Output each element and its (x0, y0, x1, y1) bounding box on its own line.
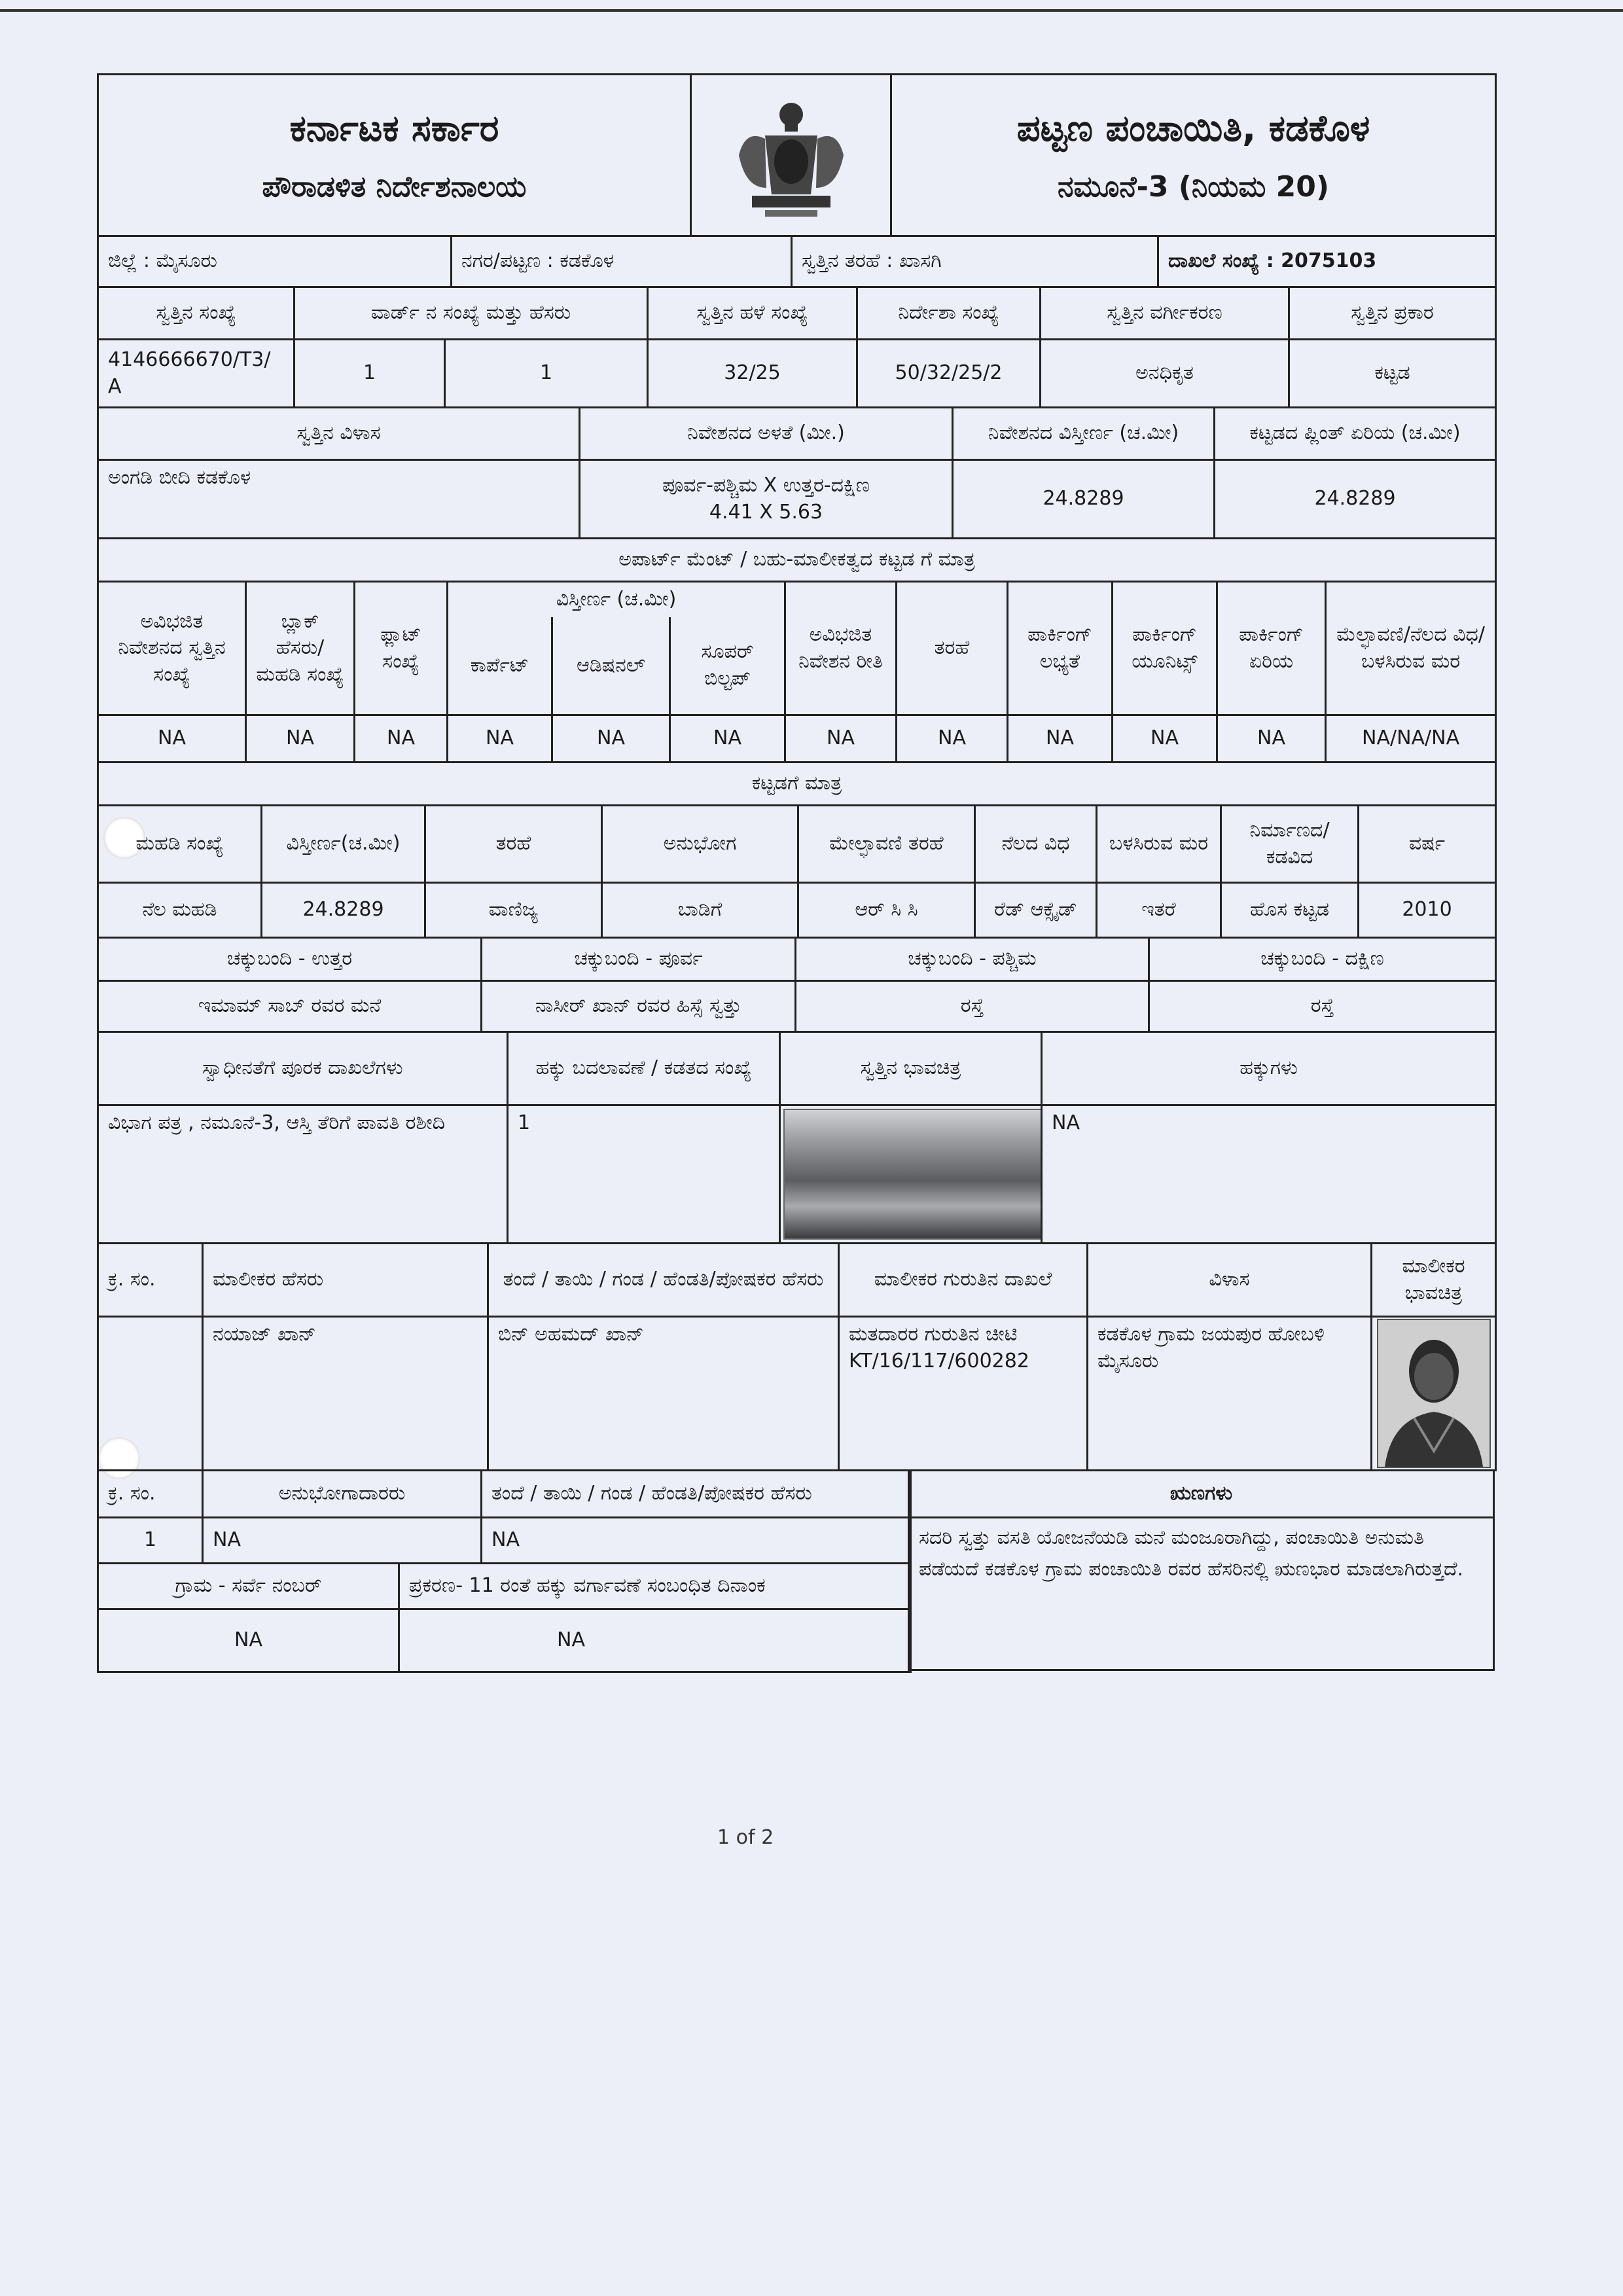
apt-value: NA (448, 715, 552, 762)
property-table (97, 286, 1497, 408)
ward-name-value: 1 (445, 340, 648, 408)
documents-value: ವಿಭಾಗ ಪತ್ರ , ನಮೂನೆ-3, ಆಸ್ತಿ ತೆರಿಗೆ ಪಾವತಿ ರಶೀದಿ (98, 1105, 508, 1244)
survey-value: NA (98, 1609, 399, 1672)
rights-value: NA (1042, 1105, 1496, 1244)
property-no-header: ಸ್ವತ್ತಿನ ಸಂಖ್ಯೆ (98, 287, 294, 340)
site-area-value: 24.8289 (953, 460, 1215, 539)
apt-value: NA (1113, 715, 1217, 762)
owner-address-value: ಕಡಕೊಳ ಗ್ರಾಮ ಜಯಪುರ ಹೋಬಳಿ ಮೈಸೂರು (1088, 1317, 1372, 1471)
owner-id-cell (839, 1317, 1088, 1471)
documents-table (97, 1031, 1497, 1244)
bld-value-area: 24.8289 (262, 883, 425, 938)
directive-no-header: ನಿರ್ದೇಶಾ ಸಂಖ್ಯೆ (857, 287, 1041, 340)
apt-header-super-builtup: ಸೂಪರ್ ಬಿಲ್ಟಪ್ (670, 617, 785, 715)
address-table (97, 406, 1497, 539)
encumbrance-header: ಋಣಗಳು (909, 1471, 1494, 1518)
bld-value-floor-type: ರೆಡ್ ಆಕ್ಸೈಡ್ (975, 883, 1097, 938)
documents-header: ಸ್ವಾಧೀನತೆಗೆ ಪೂರಕ ದಾಖಲೆಗಳು (98, 1032, 508, 1105)
owner-id-header: ಮಾಲೀಕರ ಗುರುತಿನ ದಾಖಲೆ (839, 1244, 1088, 1317)
header-left (98, 75, 691, 236)
address-header: ಸ್ವತ್ತಿನ ವಿಳಾಸ (98, 408, 580, 460)
occupant-parent-value: NA (482, 1518, 911, 1564)
scan-edge-line (0, 9, 1623, 12)
bld-value-floor: ನೆಲ ಮಹಡಿ (98, 883, 262, 938)
type-header: ಸ್ವತ್ತಿನ ಪ್ರಕಾರ (1289, 287, 1496, 340)
owners-table (97, 1242, 1497, 1471)
apt-header-type: ತರಹೆ (897, 582, 1008, 715)
apt-value: NA (246, 715, 355, 762)
header-emblem-cell (691, 75, 891, 236)
apt-value: NA (552, 715, 670, 762)
apt-header-carpet: ಕಾರ್ಪೆಟ್ (448, 617, 552, 715)
apt-value: NA (1008, 715, 1113, 762)
occupant-value: NA (203, 1518, 482, 1564)
apt-value: NA (897, 715, 1008, 762)
owner-serial-value (98, 1317, 203, 1471)
apartment-section-title: ಅಪಾರ್ಟ್ ಮೆಂಟ್ / ಬಹು-ಮಾಲೀಕತ್ವದ ಕಟ್ಟಡ ಗೆ ಮಾತ್ರ (98, 539, 1496, 582)
apt-header-roof-floor: ಮೆಲ್ಛಾವಣಿ/ನೆಲದ ವಿಧ/ಬಳಸಿರುವ ಮರ (1326, 582, 1496, 715)
ward-header: ವಾರ್ಡ್ ನ ಸಂಖ್ಯೆ ಮತ್ತು ಹೆಸರು (294, 287, 648, 340)
owner-id-label: ಮತದಾರರ ಗುರುತಿನ ಚೀಟಿ (849, 1323, 1018, 1346)
apartment-table (97, 537, 1497, 763)
town-cell: ನಗರ/ಪಟ್ಟಣ : ಕಡಕೊಳ (452, 236, 792, 287)
boundary-north-header: ಚಕ್ಕುಬಂದಿ - ಉತ್ತರ (98, 938, 482, 981)
ward-no-value: 1 (294, 340, 445, 408)
apt-value: NA (98, 715, 246, 762)
bottom-section (97, 1469, 1495, 1673)
site-area-header: ನಿವೇಶನದ ವಿಸ್ತೀರ್ಣ (ಚ.ಮೀ) (953, 408, 1215, 460)
owner-id-value: KT/16/117/600282 (849, 1349, 1029, 1372)
occupant-header: ಅನುಭೋಗಾದಾರರು (203, 1471, 482, 1518)
old-no-value: 32/25 (648, 340, 857, 408)
file-no-header: ಹಕ್ಕು ಬದಲಾವಣೆ / ಕಡತದ ಸಂಖ್ಯೆ (508, 1032, 780, 1105)
dimension-label: ಪೂರ್ವ-ಪಶ್ಚಿಮ X ಉತ್ತರ-ದಕ್ಷಿಣ (662, 474, 870, 497)
file-no-value: 1 (508, 1105, 780, 1244)
directive-no-value: 50/32/25/2 (857, 340, 1041, 408)
form-3-document (97, 73, 1495, 1673)
dimension-cell (580, 460, 953, 539)
survey-table (97, 1562, 912, 1673)
encumbrance-text: ಸದರಿ ಸ್ವತ್ತು ವಸತಿ ಯೋಜನೆಯಡಿ ಮನೆ ಮಂಜೂರಾಗಿದ್ದು, ಪಂಚಾಯಿತಿ ಅನುಮತಿ ಪಡೆಯದೆ ಕಡಕೊಳ ಗ್ರಾಮ ಪಂಚಾಯಿತಿ ರವರ ಹೆಸರಿನಲ್ಲಿ ಋಣಭಾರ ಮಾಡಲಾಗಿರುತ್ತದೆ. (909, 1518, 1494, 1670)
boundary-south-header: ಚಕ್ಕುಬಂದಿ - ದಕ್ಷಿಣ (1149, 938, 1496, 981)
property-type-cell: ಸ್ವತ್ತಿನ ತರಹೆ : ಖಾಸಗಿ (792, 236, 1158, 287)
directorate-title: ಪೌರಾಡಳಿತ ನಿರ್ದೇಶನಾಲಯ (262, 170, 527, 204)
apt-area-group-header: ವಿಸ್ತೀರ್ಣ (ಚ.ಮೀ) (448, 582, 785, 617)
occupant-serial-header: ಕ್ರ. ಸಂ. (98, 1471, 203, 1518)
owner-serial-header: ಕ್ರ. ಸಂ. (98, 1244, 203, 1317)
bld-header-wood: ಬಳಸಿರುವ ಮರ (1097, 806, 1221, 883)
apt-header-flat: ಫ್ಲಾಟ್ ಸಂಖ್ಯೆ (355, 582, 448, 715)
apt-header-parking-area: ಪಾರ್ಕಿಂಗ್ ಏರಿಯ (1217, 582, 1326, 715)
apt-value: NA (785, 715, 897, 762)
dimension-header: ನಿವೇಶನದ ಅಳತೆ (ಮೀ.) (580, 408, 953, 460)
boundary-south-value: ರಸ್ತೆ (1149, 981, 1496, 1032)
property-photo-header: ಸ್ವತ್ತಿನ ಭಾವಚಿತ್ರ (780, 1032, 1042, 1105)
boundary-east-header: ಚಕ್ಕುಬಂದಿ - ಪೂರ್ವ (482, 938, 796, 981)
owner-name-header: ಮಾಲೀಕರ ಹೆಸರು (203, 1244, 488, 1317)
encumbrance-table (908, 1469, 1495, 1671)
apt-header-additional: ಆಡಿಷನಲ್ (552, 617, 670, 715)
boundary-west-header: ಚಕ್ಕುಬಂದಿ - ಪಶ್ಚಿಮ (796, 938, 1149, 981)
apt-header-block: ಬ್ಲಾಕ್ ಹೆಸರು/ ಮಹಡಿ ಸಂಖ್ಯೆ (246, 582, 355, 715)
boundary-east-value: ನಾಸೀರ್ ಖಾನ್ ರವರ ಹಿಸ್ಸೆ ಸ್ವತ್ತು (482, 981, 796, 1032)
bld-header-type: ತರಹೆ (425, 806, 602, 883)
property-photo-cell (780, 1105, 1042, 1244)
occupants-table (97, 1469, 912, 1564)
bld-header-floor-type: ನೆಲದ ವಿಧ (975, 806, 1097, 883)
owner-photo (1377, 1319, 1491, 1468)
type-value: ಕಟ್ಟಡ (1289, 340, 1496, 408)
occupant-serial-value: 1 (98, 1518, 203, 1564)
apt-value: NA (670, 715, 785, 762)
transfer-date-header: ಪ್ರಕರಣ- 11 ರಂತೆ ಹಕ್ಕು ವರ್ಗಾವಣೆ ಸಂಬಂಧಿತ ದಿನಾಂಕ (399, 1564, 911, 1609)
boundary-north-value: ಇಮಾಮ್ ಸಾಬ್ ರವರ ಮನೆ (98, 981, 482, 1032)
address-value: ಅಂಗಡಿ ಬೀದಿ ಕಡಕೊಳ (98, 460, 580, 539)
apt-header-undivided-no: ಅವಿಭಜಿತ ನಿವೇಶನದ ಸ್ವತ್ತಿನ ಸಂಖ್ಯೆ (98, 582, 246, 715)
government-title: ಕರ್ನಾಟಕ ಸರ್ಕಾರ (289, 107, 499, 150)
bld-header-year: ವರ್ಷ (1359, 806, 1496, 883)
district-cell: ಜಿಲ್ಲೆ : ಮೈಸೂರು (98, 236, 452, 287)
survey-header: ಗ್ರಾಮ - ಸರ್ವೆ ನಂಬರ್ (98, 1564, 399, 1609)
header-table (97, 73, 1497, 237)
bld-value-year: 2010 (1359, 883, 1496, 938)
bld-value-usage: ಬಾಡಿಗೆ (602, 883, 798, 938)
bld-value-type: ವಾಣಿಜ್ಯ (425, 883, 602, 938)
owner-parent-value: ಬಿನ್ ಅಹಮದ್ ಖಾನ್ (488, 1317, 839, 1471)
bld-header-floor: ಮಹಡಿ ಸಂಖ್ಯೆ (98, 806, 262, 883)
info-table (97, 235, 1497, 288)
boundary-west-value: ರಸ್ತೆ (796, 981, 1149, 1032)
bld-value-roof: ಆರ್ ಸಿ ಸಿ (798, 883, 975, 938)
apt-value: NA (355, 715, 448, 762)
page-number: 1 of 2 (717, 1826, 774, 1849)
owner-photo-header: ಮಾಲೀಕರ ಭಾವಚಿತ್ರ (1372, 1244, 1496, 1317)
owner-photo-cell (1372, 1317, 1496, 1471)
owner-parent-header: ತಂದೆ / ತಾಯಿ / ಗಂಡ / ಹೆಂಡತಿ/ಪೋಷಕರ ಹೆಸರು (488, 1244, 839, 1317)
rights-header: ಹಕ್ಕುಗಳು (1042, 1032, 1496, 1105)
building-table (97, 761, 1497, 939)
owner-name-value: ನಯಾಜ್ ಖಾನ್ (203, 1317, 488, 1471)
property-photo (783, 1109, 1042, 1240)
bld-header-usage: ಅನುಭೋಗ (602, 806, 798, 883)
transfer-date-value: NA (399, 1609, 911, 1672)
property-no-value: 4146666670/T3/A (98, 340, 294, 408)
plinth-area-header: ಕಟ್ಟಡದ ಪ್ಲಿಂತ್ ಏರಿಯ (ಚ.ಮೀ) (1215, 408, 1496, 460)
bld-value-construction: ಹೊಸ ಕಟ್ಟಡ (1221, 883, 1359, 938)
apt-header-parking-units: ಪಾರ್ಕಿಂಗ್ ಯೂನಿಟ್ಸ್ (1113, 582, 1217, 715)
apt-header-parking-availability: ಪಾರ್ಕಿಂಗ್ ಲಭ್ಯತೆ (1008, 582, 1113, 715)
bld-value-wood: ಇತರೆ (1097, 883, 1221, 938)
boundaries-table (97, 937, 1497, 1033)
plinth-area-value: 24.8289 (1215, 460, 1496, 539)
apt-header-undivided-type: ಅವಿಭಜಿತ ನಿವೇಶನ ರೀತಿ (785, 582, 897, 715)
owner-address-header: ವಿಳಾಸ (1088, 1244, 1372, 1317)
bld-header-roof: ಮೇಲ್ಛಾವಣಿ ತರಹೆ (798, 806, 975, 883)
bld-header-area: ವಿಸ್ತೀರ್ಣ(ಚ.ಮೀ) (262, 806, 425, 883)
apt-value: NA/NA/NA (1326, 715, 1496, 762)
dimension-value: 4.41 X 5.63 (709, 500, 823, 524)
karnataka-emblem-icon (701, 79, 881, 231)
building-section-title: ಕಟ್ಟಡಗೆ ಮಾತ್ರ (98, 762, 1496, 806)
record-number-cell: ದಾಖಲೆ ಸಂಖ್ಯೆ : 2075103 (1158, 236, 1496, 287)
classification-value: ಅನಧಿಕೃತ (1041, 340, 1289, 408)
panchayat-title: ಪಟ್ಟಣ ಪಂಚಾಯಿತಿ, ಕಡಕೊಳ (1016, 107, 1370, 150)
apt-value: NA (1217, 715, 1326, 762)
bld-header-construction: ನಿರ್ಮಾಣದ/ ಕಡವಿದ (1221, 806, 1359, 883)
old-no-header: ಸ್ವತ್ತಿನ ಹಳೆ ಸಂಖ್ಯೆ (648, 287, 857, 340)
header-right (891, 75, 1496, 236)
form-number-title: ನಮೂನೆ-3 (ನಿಯಮ 20) (1058, 170, 1329, 204)
classification-header: ಸ್ವತ್ತಿನ ವರ್ಗೀಕರಣ (1041, 287, 1289, 340)
occupant-parent-header: ತಂದೆ / ತಾಯಿ / ಗಂಡ / ಹೆಂಡತಿ/ಪೋಷಕರ ಹೆಸರು (482, 1471, 911, 1518)
